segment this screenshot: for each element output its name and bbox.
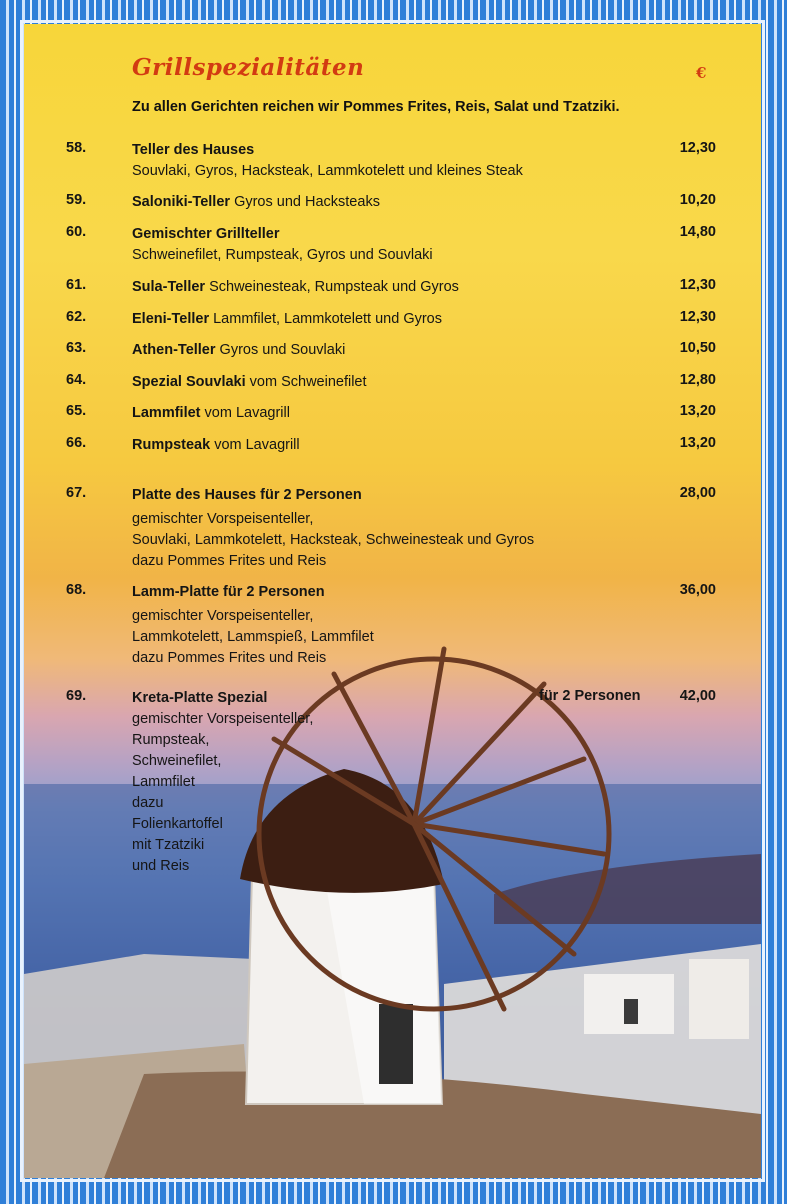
- item-price: 12,80: [679, 372, 716, 388]
- item-description-line: mit Tzatziki: [132, 837, 205, 853]
- item-description: Schweinesteak, Rumpsteak und Gyros: [205, 279, 459, 295]
- item-description: Gyros und Hacksteaks: [230, 194, 380, 210]
- item-price: 28,00: [679, 485, 716, 501]
- item-number: 59.: [66, 192, 87, 208]
- item-description-line: dazu Pommes Frites und Reis: [132, 650, 327, 666]
- item-description: vom Lavagrill: [210, 437, 300, 453]
- item-price: 14,80: [679, 224, 716, 240]
- item-description-line: Rumpsteak,: [132, 732, 210, 748]
- item-description-line: Schweinefilet,: [132, 753, 222, 769]
- item-name: Teller des Hauses: [132, 142, 255, 158]
- item-number: 62.: [66, 309, 87, 325]
- item-number: 61.: [66, 277, 87, 293]
- item-number: 64.: [66, 372, 87, 388]
- item-description: Souvlaki, Gyros, Hacksteak, Lammkotelett und kleines Steak: [132, 163, 523, 179]
- item-number: 65.: [66, 403, 87, 419]
- currency-label: €: [696, 64, 707, 82]
- item-description: vom Schweinefilet: [245, 374, 367, 390]
- item-price: 10,20: [679, 192, 716, 208]
- item-name: Saloniki-Teller: [132, 194, 231, 210]
- item-name: Spezial Souvlaki: [132, 374, 246, 390]
- item-persons: für 2 Personen: [539, 688, 641, 704]
- item-description-line: und Reis: [132, 858, 190, 874]
- item-name: Lammfilet: [132, 405, 201, 421]
- item-name: Rumpsteak: [132, 437, 211, 453]
- item-description-line: Folienkartoffel: [132, 816, 223, 832]
- item-description: Lammfilet, Lammkotelett und Gyros: [209, 311, 442, 327]
- item-name: Platte des Hauses für 2 Personen: [132, 487, 362, 503]
- item-description-line: gemischter Vorspeisenteller,: [132, 608, 314, 624]
- item-description-line: dazu Pommes Frites und Reis: [132, 553, 327, 569]
- item-number: 60.: [66, 224, 87, 240]
- item-description-line: gemischter Vorspeisenteller,: [132, 711, 314, 727]
- item-price: 36,00: [679, 582, 716, 598]
- item-name: Lamm-Platte für 2 Personen: [132, 584, 325, 600]
- item-description-line: Souvlaki, Lammkotelett, Hacksteak, Schweinesteak und Gyros: [132, 532, 535, 548]
- item-description-line: Lammfilet: [132, 774, 195, 790]
- section-title: Grillspezialitäten: [132, 54, 365, 81]
- menu-page: [24, 24, 761, 1178]
- item-price: 13,20: [679, 435, 716, 451]
- item-number: 63.: [66, 340, 87, 356]
- section-subtitle: Zu allen Gerichten reichen wir Pommes Frites, Reis, Salat und Tzatziki.: [132, 99, 620, 115]
- item-number: 58.: [66, 140, 87, 156]
- item-number: 66.: [66, 435, 87, 451]
- item-description-line: gemischter Vorspeisenteller,: [132, 511, 314, 527]
- menu-content: [24, 24, 761, 1178]
- item-number: 67.: [66, 485, 87, 501]
- item-price: 12,30: [679, 309, 716, 325]
- item-price: 12,30: [679, 277, 716, 293]
- item-number: 68.: [66, 582, 87, 598]
- item-description-line: dazu: [132, 795, 164, 811]
- item-name: Athen-Teller: [132, 342, 216, 358]
- item-name: Eleni-Teller: [132, 311, 210, 327]
- item-description: Schweinefilet, Rumpsteak, Gyros und Souvlaki: [132, 247, 433, 263]
- item-price: 12,30: [679, 140, 716, 156]
- item-number: 69.: [66, 688, 87, 704]
- item-description: Gyros und Souvlaki: [215, 342, 346, 358]
- item-description: vom Lavagrill: [200, 405, 290, 421]
- item-name: Gemischter Grillteller: [132, 226, 280, 242]
- item-name: Kreta-Platte Spezial: [132, 690, 268, 706]
- item-price: 13,20: [679, 403, 716, 419]
- item-description-line: Lammkotelett, Lammspieß, Lammfilet: [132, 629, 374, 645]
- item-price: 10,50: [679, 340, 716, 356]
- item-name: Sula-Teller: [132, 279, 206, 295]
- item-price: 42,00: [679, 688, 716, 704]
